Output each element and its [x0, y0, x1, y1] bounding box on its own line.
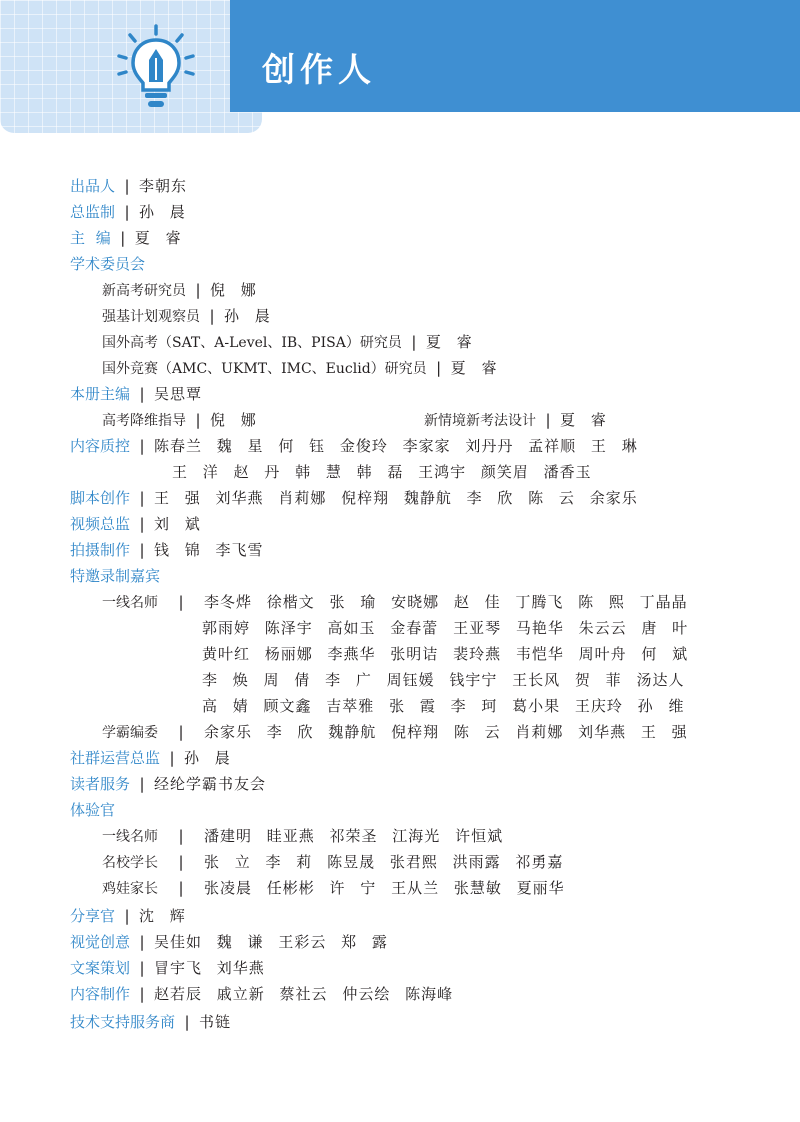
names: 李冬烨 徐楷文 张 瑜 安晓娜 赵 佳 丁腾飞 陈 熙 丁晶晶 [204, 593, 688, 611]
credit-row-front-teachers [102, 589, 762, 615]
names: 高 婧 顾文鑫 吉萃雅 张 霞 李 珂 葛小果 王庆玲 孙 维 [202, 697, 685, 715]
names: 夏 睿 [425, 333, 473, 351]
role-label: 出品人 [70, 177, 116, 195]
role-label: 新情境新考法设计 [424, 413, 536, 429]
role-label: 主 编 [70, 229, 111, 247]
names: 经纶学霸书友会 [154, 775, 267, 793]
credit-row-front-teachers-cont [202, 641, 800, 667]
separator: | [411, 333, 417, 351]
credit-row-quality-control-cont [172, 459, 800, 485]
role-label: 拍摄制作 [70, 541, 131, 559]
credit-row-visual-creative [70, 929, 730, 955]
separator: | [124, 907, 130, 925]
credit-row-observer-qiangji [102, 303, 762, 329]
role-label: 一线名师 [102, 595, 158, 611]
role-label: 学霸编委 [102, 725, 158, 741]
credit-row-dimension-guide [102, 407, 402, 433]
names: 夏 睿 [560, 411, 607, 429]
names: 王 洋 赵 丹 韩 慧 韩 磊 王鸿宇 颜笑眉 潘香玉 [172, 463, 592, 481]
separator: | [184, 1013, 190, 1031]
names: 余家乐 李 欣 魏静航 倪梓翔 陈 云 肖莉娜 刘华燕 王 强 [204, 723, 688, 741]
names: 郭雨婷 陈泽宇 高如玉 金春蕾 王亚琴 马艳华 朱云云 唐 叶 [202, 619, 689, 637]
credit-row-sharing-officer [70, 903, 730, 929]
section-heading: 体验官 [70, 801, 116, 819]
separator: | [139, 489, 145, 507]
credit-row-filming [70, 537, 730, 563]
role-label: 强基计划观察员 [102, 309, 200, 325]
names: 黄叶红 杨丽娜 李燕华 张明诘 裴玲燕 韦恺华 周叶舟 何 斌 [202, 645, 689, 663]
credit-row-researcher-intl-exam [102, 329, 762, 355]
names: 孙 晨 [224, 307, 271, 325]
names: 刘 斌 [154, 515, 201, 533]
separator: | [436, 359, 442, 377]
credit-row-volume-editor [70, 381, 730, 407]
role-label: 视频总监 [70, 515, 131, 533]
separator: | [139, 775, 145, 793]
credit-row-exp-parents [102, 875, 762, 901]
role-label: 国外竞赛（AMC、UKMT、IMC、Euclid）研究员 [102, 361, 427, 377]
names: 孙 晨 [139, 203, 186, 221]
separator: | [195, 281, 201, 299]
role-label: 总监制 [70, 203, 116, 221]
role-label: 视觉创意 [70, 933, 131, 951]
credit-row-reader-service [70, 771, 730, 797]
credit-row-chief-supervisor [70, 199, 730, 225]
separator: | [124, 203, 130, 221]
role-label: 分享官 [70, 907, 116, 925]
role-label: 新高考研究员 [102, 283, 186, 299]
names: 沈 辉 [139, 907, 186, 925]
role-label: 高考降维指导 [102, 413, 186, 429]
names: 张凌晨 任彬彬 许 宁 王从兰 张慧敏 夏丽华 [204, 879, 565, 897]
role-label: 一线名师 [102, 829, 158, 845]
credit-row-quality-control [70, 433, 730, 459]
names: 陈春兰 魏 星 何 钰 金俊玲 李家家 刘丹丹 孟祥顺 王 琳 [154, 437, 638, 455]
credit-row-experience-officers [70, 797, 730, 823]
role-label: 脚本创作 [70, 489, 131, 507]
names: 夏 睿 [450, 359, 498, 377]
separator: | [139, 515, 145, 533]
credit-row-top-student-editors [102, 719, 762, 745]
separator: | [120, 229, 126, 247]
separator: | [178, 723, 184, 741]
separator: | [124, 177, 130, 195]
section-heading: 特邀录制嘉宾 [70, 567, 161, 585]
names: 王 强 刘华燕 肖莉娜 倪梓翔 魏静航 李 欣 陈 云 余家乐 [154, 489, 638, 507]
credit-row-chief-editor [70, 225, 730, 251]
role-label: 内容质控 [70, 437, 131, 455]
role-label: 技术支持服务商 [70, 1013, 176, 1031]
separator: | [178, 827, 184, 845]
names: 夏 睿 [134, 229, 182, 247]
names: 倪 娜 [210, 281, 257, 299]
separator: | [139, 437, 145, 455]
credit-row-researcher-gaokao [102, 277, 762, 303]
credit-row-copywriting [70, 955, 730, 981]
credit-row-exp-principals [102, 849, 762, 875]
names: 李 焕 周 倩 李 广 周钰媛 钱宇宁 王长风 贺 菲 汤达人 [202, 671, 685, 689]
role-label: 读者服务 [70, 775, 131, 793]
names: 钱 锦 李飞雪 [154, 541, 264, 559]
separator: | [139, 933, 145, 951]
page-title: 创作人 [262, 50, 376, 89]
credit-row-academic-committee [70, 251, 730, 277]
separator: | [195, 411, 201, 429]
names: 潘建明 眭亚燕 祁荣圣 江海光 许恒斌 [204, 827, 504, 845]
credit-row-content-production [70, 981, 730, 1007]
separator: | [178, 593, 184, 611]
credit-row-researcher-intl-contest [102, 355, 762, 381]
credit-row-video-director [70, 511, 730, 537]
names: 孙 晨 [184, 749, 231, 767]
credit-row-front-teachers-cont [202, 615, 800, 641]
separator: | [139, 385, 145, 403]
credit-row-producer [70, 173, 730, 199]
separator: | [209, 307, 215, 325]
credit-row-script-writing [70, 485, 730, 511]
separator: | [169, 749, 175, 767]
names: 冒宇飞 刘华燕 [154, 959, 265, 977]
names: 李朝东 [139, 177, 188, 195]
credit-row-front-teachers-cont [202, 693, 800, 719]
separator: | [178, 853, 184, 871]
credit-row-front-teachers-cont [202, 667, 800, 693]
role-label: 内容制作 [70, 985, 131, 1003]
separator: | [139, 541, 145, 559]
separator: | [139, 959, 145, 977]
section-heading: 学术委员会 [70, 255, 146, 273]
role-label: 本册主编 [70, 385, 131, 403]
role-label: 社群运营总监 [70, 749, 161, 767]
names: 书链 [199, 1013, 232, 1031]
names: 张 立 李 莉 陈昱晟 张君熙 洪雨露 祁勇嘉 [204, 853, 564, 871]
separator: | [139, 985, 145, 1003]
names: 吴思覃 [154, 385, 203, 403]
names: 赵若辰 戚立新 蔡社云 仲云绘 陈海峰 [154, 985, 454, 1003]
role-label: 鸡娃家长 [102, 881, 158, 897]
credit-row-special-guests [70, 563, 730, 589]
role-label: 文案策划 [70, 959, 131, 977]
role-label: 国外高考（SAT、A-Level、IB、PISA）研究员 [102, 335, 402, 351]
names: 吴佳如 魏 谦 王彩云 郑 露 [154, 933, 388, 951]
credit-row-exp-teachers [102, 823, 762, 849]
credit-row-community-ops [70, 745, 730, 771]
separator: | [545, 411, 551, 429]
role-label: 名校学长 [102, 855, 158, 871]
credit-row-new-context-design [424, 407, 744, 433]
names: 倪 娜 [210, 411, 257, 429]
separator: | [178, 879, 184, 897]
credit-row-tech-support [70, 1009, 730, 1035]
